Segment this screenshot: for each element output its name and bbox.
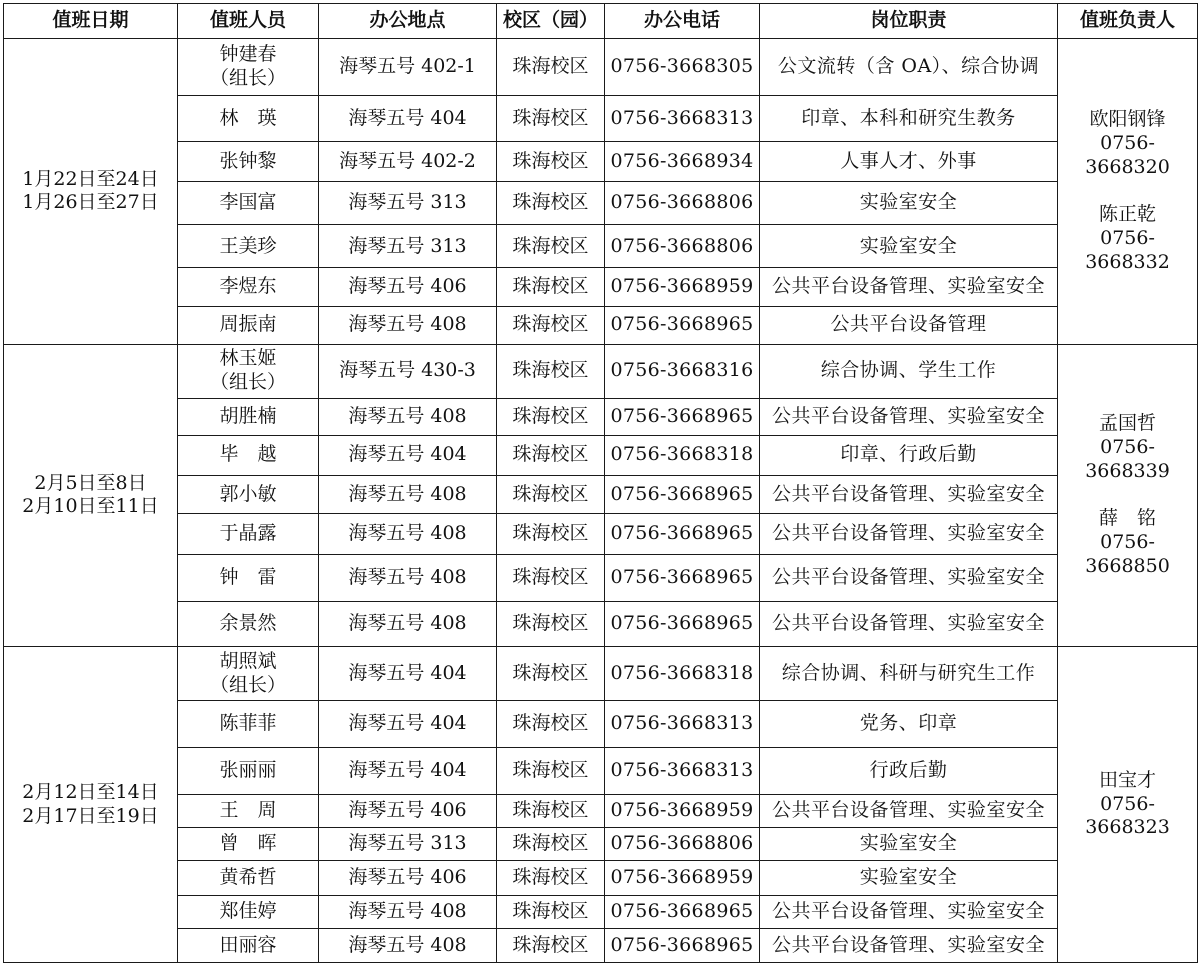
table-row [4,794,1198,827]
staff-name: 张钟黎 [178,142,319,182]
duty-supervisor: 欧阳钢锋 0756-3668320 陈正乾 0756-3668332 [1058,39,1198,345]
staff-name: 张丽丽 [178,748,319,794]
office-phone: 0756-3668313 [605,96,760,142]
office-phone: 0756-3668965 [605,602,760,647]
header-campus: 校区（园） [497,4,605,39]
campus: 珠海校区 [497,895,605,928]
duty-description: 公共平台设备管理、实验室安全 [760,794,1058,827]
office-phone: 0756-3668806 [605,827,760,860]
campus: 珠海校区 [497,647,605,701]
duty-description: 印章、行政后勤 [760,435,1058,475]
staff-name: 周振南 [178,306,319,344]
campus: 珠海校区 [497,225,605,268]
office-location: 海琴五号 402-1 [319,39,497,96]
campus: 珠海校区 [497,344,605,398]
office-location: 海琴五号 404 [319,647,497,701]
duty-description: 公共平台设备管理、实验室安全 [760,895,1058,928]
campus: 珠海校区 [497,306,605,344]
duty-description: 公共平台设备管理、实验室安全 [760,602,1058,647]
office-phone: 0756-3668965 [605,513,760,554]
campus: 珠海校区 [497,794,605,827]
office-phone: 0756-3668959 [605,860,760,895]
campus: 珠海校区 [497,602,605,647]
table-row [4,602,1198,647]
office-location: 海琴五号 404 [319,96,497,142]
office-phone: 0756-3668965 [605,895,760,928]
campus: 珠海校区 [497,827,605,860]
campus: 珠海校区 [497,475,605,513]
office-location: 海琴五号 408 [319,475,497,513]
table-row [4,701,1198,748]
staff-name: 林玉姬 （组长） [178,344,319,398]
table-row [4,268,1198,306]
header-location: 办公地点 [319,4,497,39]
office-phone: 0756-3668305 [605,39,760,96]
header-duty: 岗位职责 [760,4,1058,39]
header-staff: 值班人员 [178,4,319,39]
staff-name: 王 周 [178,794,319,827]
table-row [4,555,1198,602]
office-phone: 0756-3668934 [605,142,760,182]
campus: 珠海校区 [497,142,605,182]
office-location: 海琴五号 404 [319,748,497,794]
office-phone: 0756-3668965 [605,306,760,344]
campus: 珠海校区 [497,398,605,435]
campus: 珠海校区 [497,928,605,962]
staff-name: 黄希哲 [178,860,319,895]
campus: 珠海校区 [497,555,605,602]
staff-name: 钟建春 （组长） [178,39,319,96]
duty-description: 人事人才、外事 [760,142,1058,182]
duty-description: 公共平台设备管理、实验室安全 [760,475,1058,513]
duty-roster-table [3,3,1198,963]
office-location: 海琴五号 408 [319,602,497,647]
table-row [4,647,1198,701]
staff-name: 王美珍 [178,225,319,268]
duty-description: 实验室安全 [760,860,1058,895]
office-phone: 0756-3668316 [605,344,760,398]
table-row [4,435,1198,475]
office-phone: 0756-3668313 [605,701,760,748]
table-row [4,182,1198,225]
office-phone: 0756-3668806 [605,182,760,225]
office-location: 海琴五号 408 [319,928,497,962]
staff-name: 郭小敏 [178,475,319,513]
duty-description: 实验室安全 [760,225,1058,268]
table-row [4,344,1198,398]
duty-description: 公共平台设备管理、实验室安全 [760,268,1058,306]
table-row [4,827,1198,860]
duty-description: 党务、印章 [760,701,1058,748]
duty-date-range: 1月22日至24日 1月26日至27日 [4,39,178,345]
table-row [4,513,1198,554]
office-location: 海琴五号 408 [319,513,497,554]
duty-description: 公共平台设备管理、实验室安全 [760,555,1058,602]
office-phone: 0756-3668965 [605,555,760,602]
office-location: 海琴五号 408 [319,306,497,344]
office-location: 海琴五号 404 [319,435,497,475]
duty-description: 实验室安全 [760,182,1058,225]
campus: 珠海校区 [497,268,605,306]
office-phone: 0756-3668959 [605,794,760,827]
table-row [4,475,1198,513]
duty-description: 公共平台设备管理 [760,306,1058,344]
table-row [4,39,1198,96]
office-location: 海琴五号 406 [319,794,497,827]
table-row [4,398,1198,435]
duty-supervisor: 孟国哲 0756-3668339 薛 铭 0756-3668850 [1058,344,1198,647]
duty-description: 公共平台设备管理、实验室安全 [760,928,1058,962]
office-location: 海琴五号 408 [319,555,497,602]
office-phone: 0756-3668318 [605,647,760,701]
office-location: 海琴五号 430-3 [319,344,497,398]
duty-table-body [4,39,1198,963]
office-location: 海琴五号 404 [319,701,497,748]
table-row [4,748,1198,794]
table-row [4,142,1198,182]
campus: 珠海校区 [497,513,605,554]
campus: 珠海校区 [497,701,605,748]
staff-name: 李煜东 [178,268,319,306]
duty-description: 行政后勤 [760,748,1058,794]
campus: 珠海校区 [497,39,605,96]
table-row [4,306,1198,344]
header-supervisor: 值班负责人 [1058,4,1198,39]
table-row [4,860,1198,895]
duty-supervisor: 田宝才 0756-3668323 [1058,647,1198,963]
staff-name: 郑佳婷 [178,895,319,928]
duty-description: 公共平台设备管理、实验室安全 [760,398,1058,435]
duty-description: 综合协调、科研与研究生工作 [760,647,1058,701]
campus: 珠海校区 [497,96,605,142]
header-phone: 办公电话 [605,4,760,39]
staff-name: 胡照斌 （组长） [178,647,319,701]
table-row [4,225,1198,268]
office-location: 海琴五号 313 [319,225,497,268]
table-row [4,96,1198,142]
duty-description: 综合协调、学生工作 [760,344,1058,398]
office-location: 海琴五号 406 [319,268,497,306]
staff-name: 余景然 [178,602,319,647]
campus: 珠海校区 [497,748,605,794]
office-location: 海琴五号 408 [319,895,497,928]
duty-description: 公文流转（含 OA）、综合协调 [760,39,1058,96]
duty-date-range: 2月12日至14日 2月17日至19日 [4,647,178,963]
campus: 珠海校区 [497,435,605,475]
office-phone: 0756-3668806 [605,225,760,268]
office-phone: 0756-3668965 [605,475,760,513]
duty-description: 印章、本科和研究生教务 [760,96,1058,142]
staff-name: 曾 晖 [178,827,319,860]
staff-name: 陈菲菲 [178,701,319,748]
office-location: 海琴五号 408 [319,398,497,435]
office-location: 海琴五号 406 [319,860,497,895]
office-phone: 0756-3668965 [605,398,760,435]
office-phone: 0756-3668959 [605,268,760,306]
table-row [4,895,1198,928]
staff-name: 田丽容 [178,928,319,962]
table-row [4,928,1198,962]
office-phone: 0756-3668313 [605,748,760,794]
office-location: 海琴五号 402-2 [319,142,497,182]
staff-name: 林 瑛 [178,96,319,142]
office-location: 海琴五号 313 [319,182,497,225]
office-location: 海琴五号 313 [319,827,497,860]
staff-name: 毕 越 [178,435,319,475]
staff-name: 李国富 [178,182,319,225]
staff-name: 钟 雷 [178,555,319,602]
table-header-row [4,4,1198,39]
staff-name: 于晶露 [178,513,319,554]
campus: 珠海校区 [497,860,605,895]
duty-description: 实验室安全 [760,827,1058,860]
duty-date-range: 2月5日至8日 2月10日至11日 [4,344,178,647]
campus: 珠海校区 [497,182,605,225]
staff-name: 胡胜楠 [178,398,319,435]
office-phone: 0756-3668318 [605,435,760,475]
header-date: 值班日期 [4,4,178,39]
duty-description: 公共平台设备管理、实验室安全 [760,513,1058,554]
office-phone: 0756-3668965 [605,928,760,962]
